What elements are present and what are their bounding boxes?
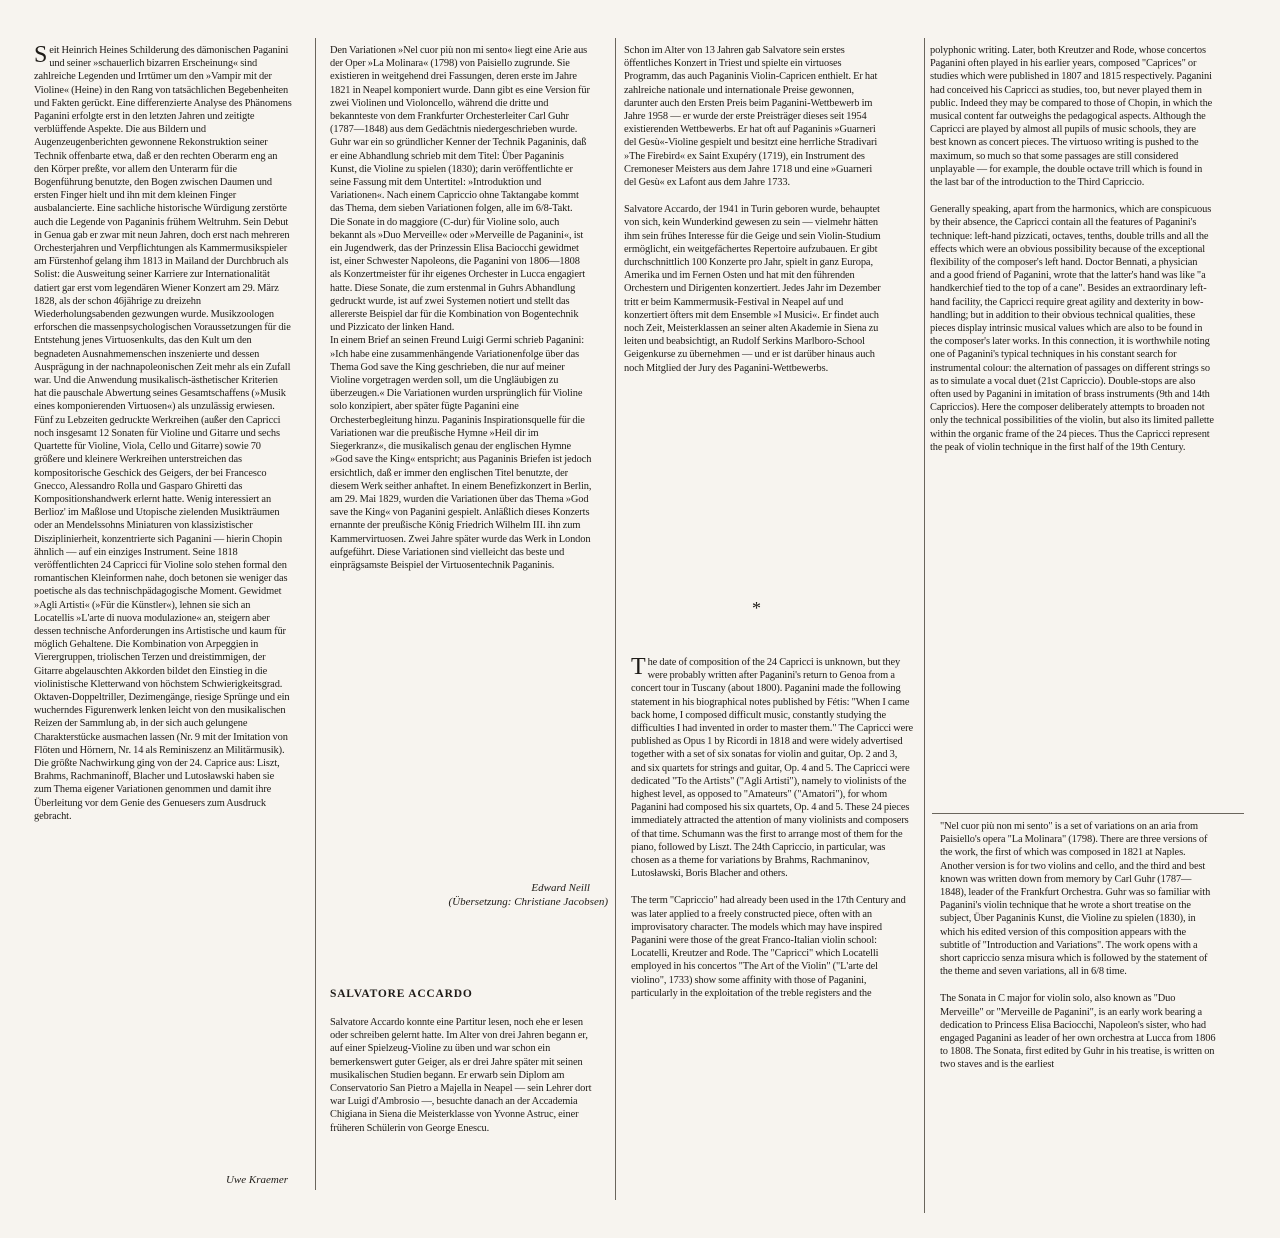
accardo-bio (330, 1016, 592, 1135)
god-save-paragraph: In einem Brief an seinen Freund Luigi Germi schrieb Paganini: »Ich habe eine zusammenhängende Variationenfolge über das Thema God save the King geschrieben, die nur auf meiner Violine vorgetragen werden soll, um die Ungläubigen zu überzeugen.« Die Variationen wurden ursprünglich für Violine solo konzipiert, aber später fügte Paganini eine Orchesterbegleitung hinzu. Paganinis Inspirationsquelle für die Variationen war die preußische Hymne »Heil dir im Siegerkranz«, die musikalisch genau der englischen Hymne »God save the King« entspricht; aus Paganinis Briefen ist jedoch ersichtlich, daß er immer den englischen Titel benutzte, der diesem Werk seither anhaftet. In einem Benefizkonzert in Berlin, am 29. Mai 1829, wurden die Variationen über das Thema »God save the King« von Paganini gespielt. Anläßlich dieses Konzerts ernannte der preußische König Friedrich Wilhelm III. ihn zum Kammervirtuosen. Zwei Jahre später wurde das Werk in London aufgeführt. Diese Variationen sind vielleicht das beste und einprägsamste Beispiel der Virtuosentechnik Paganinis. (330, 335, 592, 571)
sonata-paragraph: Die Sonate in do maggiore (C-dur) für Violine solo, auch bekannt als »Duo Merveille« oder »Merveille de Paganini«, ist ein Jugendwerk, das der Prinzessin Elisa Baciocchi gewidmet ist, einer Schwester Napoleons, die Paganini von 1806—1808 als Konzertmeister für ihr eigenes Orchester in Lucca engagiert hatte. Diese Sonate, die zum erstenmal in Guhrs Abhandlung gedruckt wurde, ist auf zwei Systemen notiert und stellt das allererste Beispiel dar für die Kombination von Bogentechnik und Pizzicato der linken Hand. (330, 216, 585, 334)
section-asterisk: * (752, 598, 761, 618)
column-3 (624, 44, 886, 375)
variations-paragraph: "Nel cuor più non mi sento" is a set of variations on an aria from Paisiello's opera "La Molinara" (1798). There are three versions of the work, the first of which was composed in 1821 at Naples. Another version is for two violins and cello, and the third and best known was written down from memory by Carl Guhr (1787—1848), leader of the Frankfurt Orchestra. Guhr was so familiar with Paganini's violin technique that he wrote a short treatise on the subject, Über Paganinis Kunst, die Violine zu spielen (1830), in which his edited version of this composition appears with the subtitle of "Introduction and Variations". The work opens with a short capriccio senza misura which is followed by the statement of the theme and seven variations, all in 6/8 time. (940, 821, 1211, 978)
column-1 (34, 44, 292, 823)
column-4 (930, 44, 1214, 454)
column-divider (615, 38, 616, 1200)
column-4-lower (940, 820, 1216, 1072)
section-heading: SALVATORE ACCARDO (330, 988, 473, 1000)
variations-paragraph: Den Variationen »Nel cuor più non mi sento« liegt eine Arie aus der Oper »La Molinara« (1798) von Paisiello zugrunde. Sie existieren in weitgehend drei Fassungen, deren erste im Jahre 1821 in Neapel komponiert wurde. Dann gibt es eine Version für zwei Violinen und Violoncello, während die dritte und bekannteste von dem Frankfurter Orchesterleiter Carl Guhr (1787—1848) aus dem Gedächtnis niedergeschrieben wurde. Guhr war ein so gründlicher Kenner der Technik Paganinis, daß er eine Abhandlung schrieb mit dem Titel: Über Paganinis Kunst, die Violine zu spielen (1830); darin veröffentlichte er seine Fassung mit dem Untertitel: »Introduktion und Variationen«. Nach einem Capriccio ohne Taktangabe kommt das Thema, dem sieben Variationen folgen, alle im 6/8-Takt. (330, 45, 590, 215)
column-divider (924, 38, 925, 1213)
accardo-paragraph: Schon im Alter von 13 Jahren gab Salvatore sein erstes öffentliches Konzert in Triest und spielte ein virtuoses Programm, das auch Paganinis Violin-Capricen enthielt. Er hat zahlreiche nationale und internationale Preise gewonnen, darunter auch den Ersten Preis beim Paganini-Wettbewerb im Jahre 1958 — er wurde der erste Preisträger dieses seit 1954 existierenden Wettbewerbs. Er hat oft auf Paganinis »Guarneri del Gesù«-Violine gespielt und besitzt eine herrliche Stradivari »The Firebird« ex Saint Exupéry (1719), ein Instrument des Cremoneser Meisters aus dem Jahre 1718 und eine »Guarneri del Gesù« ex Lafont aus dem Jahre 1733. (624, 45, 878, 189)
capricci-paragraph: The date of composition of the 24 Capricci is unknown, but they were probably written after Paganini's return to Genoa from a concert tour in Tuscany (about 1800). Paganini made the following statement in his biographical notes published by Fétis: "When I came back home, I composed difficult music, constantly studying the difficulties I had invented in order to master them." The Capricci were published as Opus 1 by Ricordi in 1818 and were widely advertised together with a set of six sonatas for violin and guitar, Op. 2 and 3, and six quartets for strings and guitar, Op. 4 and 5. The Capricci were dedicated "To the Artists" ("Agli Artisti"), namely to violinists of the highest level, as opposed to "Amateurs" ("Amatori"), for whom Paganini had composed his six quartets, Op. 4 and 5. These 24 pieces immediately attracted the attention of many violinists and composers of that time. Schumann was the first to arrange most of them for the piano, followed by Liszt. The 24th Capriccio, in particular, was chosen as a theme for variations by Brahms, Rachmaninov, Lutosławski, Boris Blacher and others. (631, 654, 913, 880)
column-3-english (631, 656, 913, 1000)
section-divider (932, 813, 1244, 814)
author-signature: Edward Neill (531, 882, 590, 894)
accardo-paragraph: Salvatore Accardo, der 1941 in Turin geboren wurde, behauptet von sich, kein Wunderkind gewesen zu sein — vielmehr hätten ihm sein frühes Interesse für die Geige und sein Violin-Studium ermöglicht, ein weitgefächertes Repertoire aufzubauen. Er gibt durchschnittlich 100 Konzerte pro Jahr, spielt in ganz Europa, Amerika und im Fernen Osten und hat mit den führenden Orchestern und Dirigenten konzertiert. Jedes Jahr im Dezember tritt er beim Kammermusik-Festival in Neapel auf und konzertiert öfters mit dem Ensemble »I Musici«. Er findet auch noch Zeit, Meisterklassen an seiner alten Akademie in Siena zu leiten und beabsichtigt, an Rudolf Serkins Marlboro-School Geigenkurse zu übernehmen — und er ist darüber hinaus auch noch Mitglied der Jury des Paganini-Wettbewerbs. (624, 204, 881, 374)
author-signature: Uwe Kraemer (225, 1174, 288, 1186)
capriccio-term-paragraph: The term "Capriccio" had already been used in the 17th Century and was later applied to a freely constructed piece, often with an improvisatory character. The models which may have inspired Paganini were those of the great Franco-Italian violin school: Locatelli, Kreutzer and Rode. The "Capricci" which Locatelli employed in his concertos "The Art of the Violin" ("L'arte del violino", 1733) show some affinity with those of Paganini, particularly in the exploitation of the treble registers and the (631, 895, 906, 999)
accardo-paragraph: Salvatore Accardo konnte eine Partitur lesen, noch ehe er lesen oder schreiben gelernt hatte. Im Alter von drei Jahren begann er, auf einer Spielzeug-Violine zu üben und war schon ein bemerkenswert guter Geiger, als er drei Jahre später mit seinen musikalischen Studien begann. Er erwarb sein Diplom am Conservatorio San Pietro a Majella in Neapel — sein Lehrer dort war Luigi d'Ambrosio —, besuchte danach an der Accademia Chigiana in Siena die Meisterklasse von Yvonne Astruc, einer früheren Schülerin von George Enescu. (330, 1017, 592, 1134)
column-2 (330, 44, 592, 572)
translator-credit: (Übersetzung: Christiane Jacobsen) (448, 896, 608, 908)
capricci-paragraph: polyphonic writing. Later, both Kreutzer and Rode, whose concertos Paganini often played in his earlier years, composed "Caprices" or studies which were published in 1807 and 1815 respectively. Paganini had conceived his Capricci as studies, too, but never played them in public. Indeed they may be compared to those of Chopin, in which the musical content far outweighs the pedagogical aspects. Although the Capricci are played by almost all pupils of music schools, they are best known as concert pieces. The virtuoso writing is pushed to the maximum, so much so that some passages are still considered unplayable — for example, the double octave trill which is found in the last bar of the introduction to the Third Capriccio. (930, 45, 1213, 189)
column-divider (315, 38, 316, 1190)
essay-paragraph: Seit Heinrich Heines Schilderung des dämonischen Paganini und seiner »schauerlich bizarren Erscheinung« sind zahlreiche Legenden und Irrtümer um den »Vampir mit der Violine« (Heine) in den Rang von tatsächlichen Begebenheiten und Fakten gerückt. Eine differenzierte Analyse des Phänomens Paganini erfolgte erst in den letzten Jahren und zeitigte verblüffende Aspekte. Die aus Bildern und Augenzeugenberichten gewonnene Rekonstruktion seiner Technik offenbarte etwa, daß er den rechten Oberarm eng an den Körper preßte, vor allem den Unterarm für die Bogenführung benutzte, den Bogen zwischen Daumen und ersten Finger hielt und ihn mit dem kleinen Finger ausbalancierte. Eine sachliche historische Würdigung zerstörte auch die Legende von Paganinis frühem Weltruhm. Sein Debut in Genua gab er zwar mit neun Jahren, doch erst nach mehreren Orchesterjahren und Verpflichtungen als Kammermusikspieler am Fürstenhof gelang ihm 1813 in Mailand der Durchbruch als Solist: die Ausweitung seiner Karriere zur Internationalität datiert gar erst vom legendären Wiener Konzert am 29. März 1828, als der schon 46jährige zu dreizehn Wiederholungsabenden gezwungen wurde. Musikzoologen erforschen die massenpsychologischen Voraussetzungen für die Entstehung jenes Virtuosenkults, das den Kult um den begnadeten Ausnahmemenschen inszenierte und dessen Ausprägung in der nachnapoleonischen Zeit mehr als ein Zufall war. Und die Anwendung musikalisch-ästhetischer Kriterien hat die pauschale Abwertung seines Gesamtschaffens (»Musik eines komponierenden Virtuosen«) als unzulässig erwiesen. Fünf zu Lebzeiten gedruckte Werkreihen (außer den Capricci noch insgesamt 12 Sonaten für Violine und Gitarre und sechs Quartette für Violine, Viola, Cello und Gitarre) sowie 70 größere und kleinere Werkreihen unterstreichen das kompositorische Geschick des Geigers, der bei Francesco Gnecco, Alessandro Rolla und Gasparo Ghiretti das Kompositionshandwerk erlernt hatte. Wenig interessiert an Berlioz' im Maßlose und Utopische zielenden Musikträumen oder an Mendelssohns Miniaturen von klassizistischer Disziplinierheit, konzentrierte sich Paganini — hierin Chopin ähnlich — auf ein einziges Instrument. Seine 1818 veröffentlichten 24 Capricci für Violine solo stehen formal den romantischen Kleinformen nahe, doch betonen sie weniger das poetische als das technischpädagogische Moment. Gewidmet »Agli Artisti« (»Für die Künstler«), lehnen sie sich an Locatellis »L'arte di nuova modulazione« an, steigern aber dessen technische Anforderungen ins Artistische und kaum für möglich Gehaltene. Die Kombination von Arpeggien in Vierergruppen, triolischen Terzen und dreistimmigen, der Gitarre abgelauschten Akkorden bildet den Einstieg in die violinistische Kletterwand von höchstem Schwierigkeitsgrad. Oktaven-Doppeltriller, Dezimengänge, riesige Sprünge und ein wucherndes Figurenwerk lenken leicht von den musikalischen Reizen der Sammlung ab, in der sich auch gelungene Charakterstücke ausmachen lassen (Nr. 9 mit der Imitation von Flöten und Hörnern, Nr. 14 als Reminiszenz an Militärmusik). Die größte Nachwirkung ging von der 24. Caprice aus: Liszt, Brahms, Rachmaninoff, Blacher und Lutosławski haben sie zum Thema eigener Variationen genommen und damit ihre Überleitung vor dem Genie des Genuesers zum Ausdruck gebracht. (34, 42, 292, 822)
sonata-paragraph: The Sonata in C major for violin solo, also known as "Duo Merveille" or "Merveille de Paganini", is an early work bearing a dedication to Princess Elisa Baciocchi, Napoleon's sister, who had engaged Paganini as leader of her own orchestra at Lucca from 1806 to 1808. The Sonata, first edited by Guhr in his treatise, is written on two staves and is the earliest (940, 993, 1216, 1071)
technique-paragraph: Generally speaking, apart from the harmonics, which are conspicuous by their absence, the Capricci contain all the features of Paganini's technique: left-hand pizzicati, octaves, tenths, double trills and all the effects which were an obvious possibility because of the exceptional flexibility of the composer's left hand. Doctor Bennati, a physician and a good friend of Paganini, wrote that the latter's hand was like "a handkerchief tied to the top of a cane". Besides an extraordinary left-hand facility, the Capricci require great agility and dexterity in bow-handling; but in addition to their obvious technical qualities, these pieces display intrinsic musical values which are also to be found in the composer's later works. In this connection, it is worthwhile noting one of Paganini's typical techniques in his constant search for instrumental colour: the alternation of passages on different strings so as to simulate a vocal duet (21st Capriccio). Double-stops are also often used by Paganini in imitation of brass instruments (9th and 14th Capriccios). Here the composer deliberately attempts to broaden not only the technical possibilities of the violin, but also its limited pallette within the organic frame of the 24 pieces. Thus the Capricci represent the peak of violin technique in the first half of the 19th Century. (930, 204, 1214, 453)
